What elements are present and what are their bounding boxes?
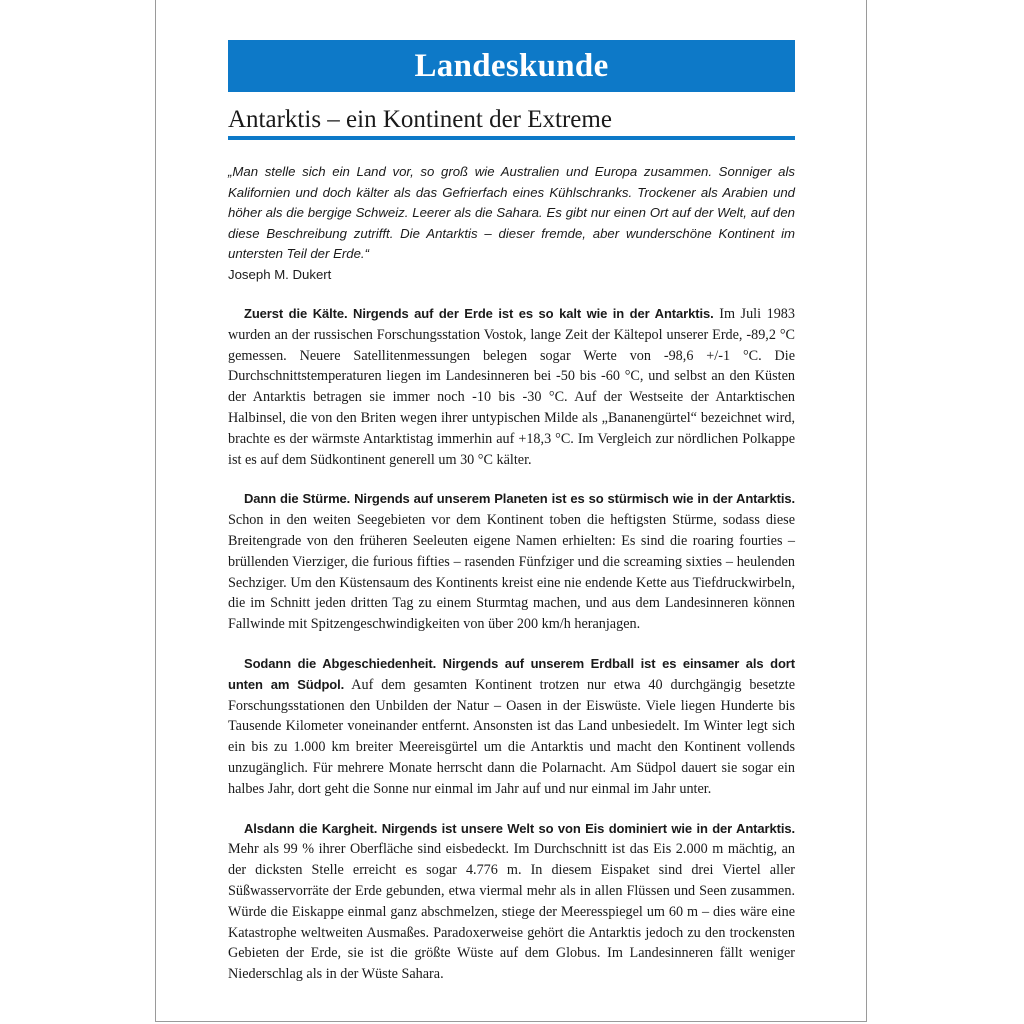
banner-title: Landeskunde — [414, 47, 609, 84]
paragraph-body: Auf dem gesamten Kontinent trotzen nur etwa 40 durchgängig besetzte Forschungsstationen den Unbilden der Natur – Oasen in der Eiswüste. Viele liegen Hunderte bis Tausende Kilometer voneinander entfernt. Ansonsten ist das Land unbesiedelt. Im Winter legt sich ein bis zu 1.000 km breiter Meereisgürtel um die Antarktis und macht den Kontinent vollends unzugänglich. Für mehrere Monate herrscht dann die Polarnacht. Am Südpol dauert sie sogar ein halbes Jahr, dort geht die Sonne nur einmal im Jahr auf und nur einmal im Jahr unter. — [228, 676, 796, 797]
epigraph-quote: „Man stelle sich ein Land vor, so groß wie Australien und Europa zusammen. Sonniger als Kalifornien und doch kälter als das Gefrierfach eines Kühlschranks. Trockener als Arabien und höher als die bergige Schweiz. Leerer als die Sahara. Es gibt nur einen Ort auf der Welt, auf den diese Beschreibung zutrifft. Die Antarktis – dieser fremde, aber wunderschöne Kontinent im untersten Teil der Erde.“ — [228, 164, 795, 261]
paragraph-isolation — [228, 654, 795, 800]
paragraph-storms — [228, 489, 795, 635]
epigraph-author: Joseph M. Dukert — [228, 266, 332, 282]
article-title: Antarktis – ein Kontinent der Extreme — [228, 106, 795, 140]
paragraph-cold — [228, 304, 795, 470]
paragraph-lead: Dann die Stürme. Nirgends auf unserem Planeten ist es so stürmisch wie in der Antarktis. — [244, 491, 795, 507]
paragraph-body: Mehr als 99 % ihrer Oberfläche sind eisbedeckt. Im Durchschnitt ist das Eis 2.000 m mächtig, an der dicksten Stelle erreicht es sogar 4.776 m. In diesem Eispaket sind drei Viertel aller Süßwasservorräte der Erde gebunden, etwa viermal mehr als in allen Flüssen und Seen zusammen. Würde die Eiskappe einmal ganz abschmelzen, stiege der Meeresspiegel um 60 m – dies wäre eine Katastrophe weltweiten Ausmaßes. Paradoxerweise gehört die Antarktis jedoch zu den trockensten Gebieten der Erde, sie ist die größte Wüste auf dem Globus. Im Landesinneren fällt weniger Niederschlag als in der Wüste Sahara. — [228, 841, 795, 983]
paragraph-barrenness — [228, 819, 795, 985]
paragraph-body: Im Juli 1983 wurden an der russischen Forschungsstation Vostok, lange Zeit der Kältepol unserer Erde, -89,2 °C gemessen. Neuere Satellitenmessungen belegen sogar Werte von -98,6 +/-1 °C. Die Durchschnittstemperaturen liegen im Landesinneren bei -50 bis -60 °C, und selbst an den Küsten der Antarktis betragen sie immer noch -10 bis -30 °C. Auf der Westseite der Antarktischen Halbinsel, die von den Briten wegen ihrer untypischen Milde als „Bananengürtel“ bezeichnet wird, brachte es der wärmste Antarktistag immerhin auf +18,3 °C. Im Vergleich zur nördlichen Polkappe ist es auf dem Südkontinent generell um 30 °C kälter. — [228, 306, 795, 468]
paragraph-body: Schon in den weiten Seegebieten vor dem Kontinent toben die heftigsten Stürme, sodass diese Breitengrade von den früheren Seeleuten eigene Namen erhielten: Es sind die roaring fourties – brüllenden Vierziger, die furious fifties – rasenden Fünfziger und die screaming sixties – heulenden Sechziger. Um den Küstensaum des Kontinents kreist eine nie endende Kette aus Tiefdruckwirbeln, die im Schnitt jeden dritten Tag zu einem Sturmtag machen, und aus dem Landesinneren können Fallwinde mit Spitzengeschwindigkeiten von über 200 km/h heranjagen. — [228, 512, 795, 633]
paragraph-lead: Alsdann die Kargheit. Nirgends ist unsere Welt so von Eis dominiert wie in der Antarktis. — [244, 820, 795, 836]
document-page — [155, 0, 867, 1022]
paragraph-lead: Sodann die Abgeschiedenheit. Nirgends auf unserem Erdball ist es einsamer als dort unten am Südpol. — [228, 655, 795, 692]
paragraph-lead: Zuerst die Kälte. Nirgends auf der Erde ist es so kalt wie in der Antarktis. — [244, 306, 714, 321]
page-content — [228, 40, 795, 999]
section-banner — [228, 40, 795, 92]
